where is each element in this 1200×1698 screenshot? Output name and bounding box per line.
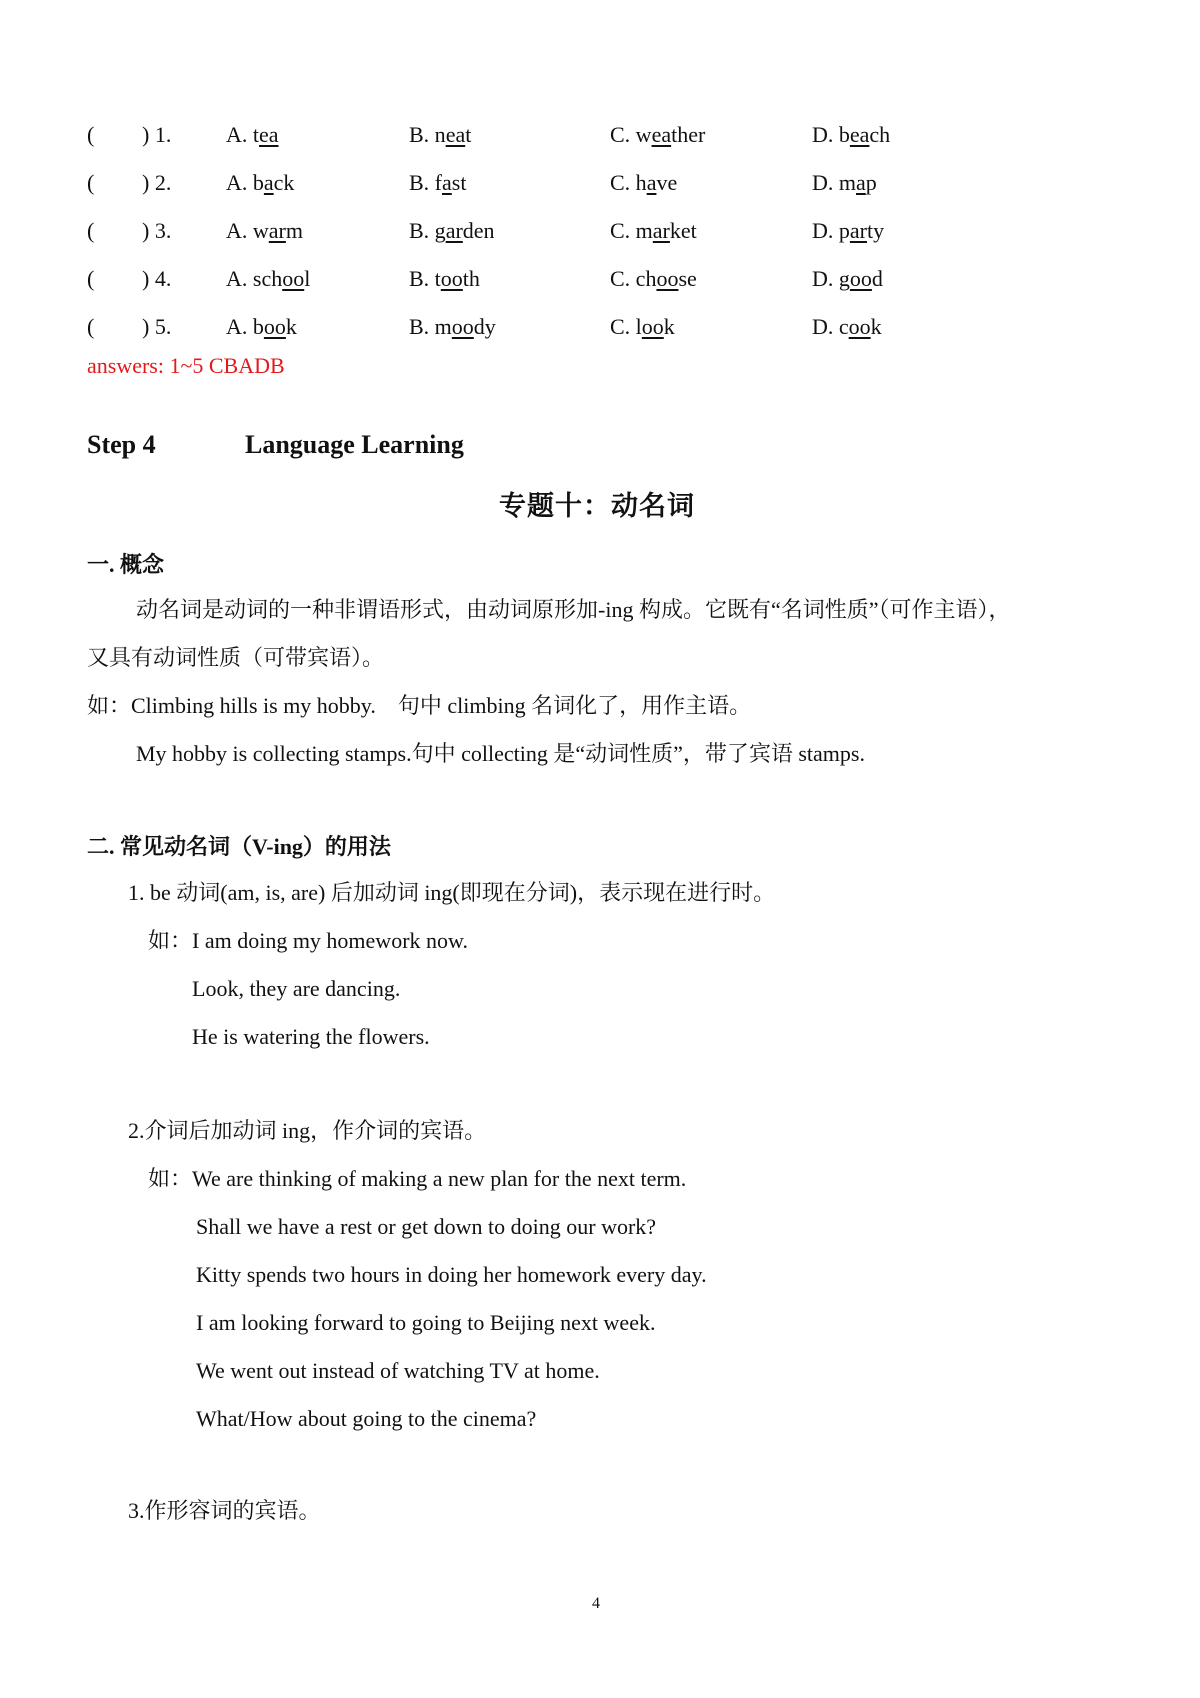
option-c: C. market bbox=[610, 218, 697, 243]
section-heading-concept: 一. 概念 bbox=[87, 552, 165, 577]
rule-2-example: I am looking forward to going to Beijing next week. bbox=[196, 1310, 656, 1335]
rule-2-example: Kitty spends two hours in doing her homework every day. bbox=[196, 1262, 707, 1287]
answer-key: answers: 1~5 CBADB bbox=[87, 353, 285, 378]
paragraph-line: 动名词是动词的一种非谓语形式，由动词原形加-ing 构成。它既有“名词性质”（可作主语）， bbox=[136, 597, 1011, 622]
option-d: D. party bbox=[812, 218, 885, 243]
step-label: Step 4 bbox=[87, 430, 156, 459]
option-a: A. back bbox=[226, 170, 295, 195]
question-number: ) 3. bbox=[142, 218, 172, 243]
option-d: D. map bbox=[812, 170, 877, 195]
example-sentence: 如：Climbing hills is my hobby. 句中 climbing 名词化了，用作主语。 bbox=[87, 693, 752, 718]
option-c: C. weather bbox=[610, 122, 706, 147]
rule-2-example: 如：We are thinking of making a new plan for the next term. bbox=[148, 1166, 687, 1191]
rule-3: 3.作形容词的宾语。 bbox=[128, 1498, 321, 1523]
rule-1-example: 如：I am doing my homework now. bbox=[148, 928, 468, 953]
option-b: B. moody bbox=[409, 314, 496, 339]
question-number: ) 5. bbox=[142, 314, 172, 339]
example-sentence: My hobby is collecting stamps.句中 collecting 是“动词性质”，带了宾语 stamps. bbox=[136, 741, 865, 766]
rule-2-example: Shall we have a rest or get down to doing our work? bbox=[196, 1214, 657, 1239]
rule-1-example: He is watering the flowers. bbox=[192, 1024, 430, 1049]
topic-title: 专题十：动名词 bbox=[499, 491, 695, 521]
option-a: A. tea bbox=[226, 122, 279, 147]
option-d: D. good bbox=[812, 266, 883, 291]
question-number: ) 2. bbox=[142, 170, 172, 195]
rule-1: 1. be 动词(am, is, are) 后加动词 ing(即现在分词)，表示现在进行时。 bbox=[128, 880, 776, 905]
answer-blank-open: ( bbox=[87, 170, 95, 195]
page-number: 4 bbox=[592, 1595, 600, 1612]
rule-2-example: We went out instead of watching TV at home. bbox=[196, 1358, 600, 1383]
option-d: D. beach bbox=[812, 122, 891, 147]
rule-1-example: Look, they are dancing. bbox=[192, 976, 401, 1001]
answer-blank-open: ( bbox=[87, 122, 95, 147]
option-a: A. book bbox=[226, 314, 297, 339]
rule-2: 2.介词后加动词 ing，作介词的宾语。 bbox=[128, 1118, 487, 1143]
answer-blank-open: ( bbox=[87, 266, 95, 291]
step-title: Language Learning bbox=[245, 430, 464, 459]
question-number: ) 1. bbox=[142, 122, 172, 147]
option-b: B. garden bbox=[409, 218, 495, 243]
question-number: ) 4. bbox=[142, 266, 172, 291]
option-b: B. neat bbox=[409, 122, 472, 147]
rule-2-example: What/How about going to the cinema? bbox=[196, 1406, 537, 1431]
section-heading-usage: 二. 常见动名词（V-ing）的用法 bbox=[87, 834, 391, 859]
answer-blank-open: ( bbox=[87, 218, 95, 243]
answer-blank-open: ( bbox=[87, 314, 95, 339]
option-c: C. have bbox=[610, 170, 678, 195]
option-d: D. cook bbox=[812, 314, 882, 339]
option-c: C. look bbox=[610, 314, 675, 339]
paragraph-line: 又具有动词性质（可带宾语）。 bbox=[87, 645, 385, 670]
option-c: C. choose bbox=[610, 266, 697, 291]
option-b: B. fast bbox=[409, 170, 467, 195]
option-a: A. school bbox=[226, 266, 311, 291]
option-a: A. warm bbox=[226, 218, 303, 243]
option-b: B. tooth bbox=[409, 266, 480, 291]
